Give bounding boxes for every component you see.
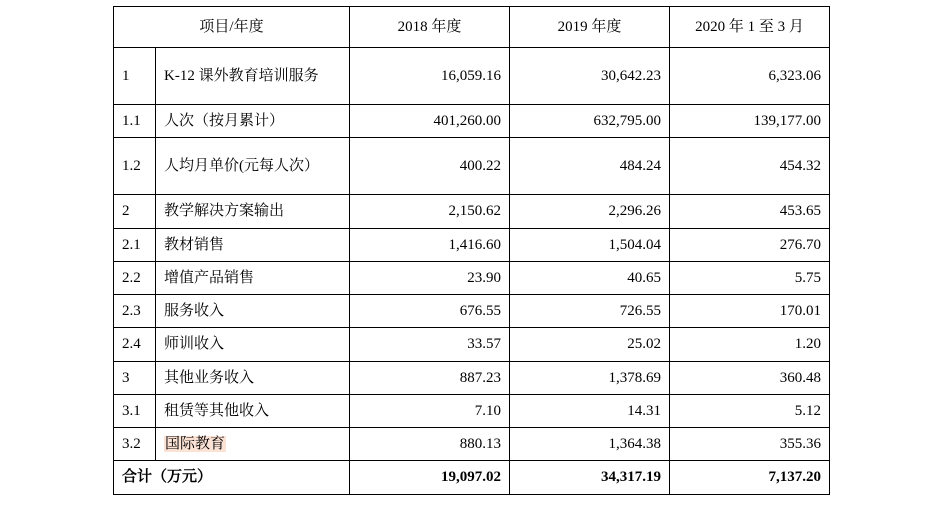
row-item-cell: K-12 课外教育培训服务 xyxy=(156,48,350,105)
row-value-cell-2: 1,378.69 xyxy=(510,361,670,394)
row-value-cell-3: 360.48 xyxy=(670,361,830,394)
row-item-cell: 租赁等其他收入 xyxy=(156,394,350,427)
column-header-year-2018: 2018 年度 xyxy=(350,7,510,48)
row-value-cell-3: 5.12 xyxy=(670,394,830,427)
row-index-cell: 1.2 xyxy=(114,138,156,195)
row-item-cell: 教材销售 xyxy=(156,228,350,261)
highlighted-item-text: 国际教育 xyxy=(165,436,226,452)
row-value-cell-2: 726.55 xyxy=(510,295,670,328)
table-row xyxy=(114,48,830,105)
revenue-breakdown-table xyxy=(113,6,830,495)
row-index-cell: 2.4 xyxy=(114,328,156,361)
revenue-breakdown-table-wrapper xyxy=(113,6,829,495)
table-row xyxy=(114,195,830,228)
row-item-cell: 人均月单价(元每人次） xyxy=(156,138,350,195)
row-value-cell-1: 400.22 xyxy=(350,138,510,195)
table-row xyxy=(114,138,830,195)
table-row xyxy=(114,394,830,427)
row-index-cell: 2 xyxy=(114,195,156,228)
row-index-cell: 1 xyxy=(114,48,156,105)
row-value-cell-3: 6,323.06 xyxy=(670,48,830,105)
row-value-cell-3: 1.20 xyxy=(670,328,830,361)
table-row xyxy=(114,428,830,461)
row-value-cell-3: 170.01 xyxy=(670,295,830,328)
row-value-cell-3: 454.32 xyxy=(670,138,830,195)
row-value-cell-2: 1,504.04 xyxy=(510,228,670,261)
row-value-cell-1: 16,059.16 xyxy=(350,48,510,105)
table-body xyxy=(114,48,830,495)
table-total-row xyxy=(114,461,830,494)
row-item-cell: 其他业务收入 xyxy=(156,361,350,394)
row-item-cell: 服务收入 xyxy=(156,295,350,328)
row-value-cell-2: 25.02 xyxy=(510,328,670,361)
row-value-cell-2: 40.65 xyxy=(510,261,670,294)
row-value-cell-2: 30,642.23 xyxy=(510,48,670,105)
total-value-cell-2: 34,317.19 xyxy=(510,461,670,494)
row-value-cell-2: 1,364.38 xyxy=(510,428,670,461)
row-item-cell: 人次（按月累计） xyxy=(156,105,350,138)
row-index-cell: 2.3 xyxy=(114,295,156,328)
table-row xyxy=(114,228,830,261)
total-value-cell-1: 19,097.02 xyxy=(350,461,510,494)
row-value-cell-3: 139,177.00 xyxy=(670,105,830,138)
row-item-cell: 教学解决方案输出 xyxy=(156,195,350,228)
column-header-year-2019: 2019 年度 xyxy=(510,7,670,48)
row-value-cell-1: 401,260.00 xyxy=(350,105,510,138)
row-value-cell-2: 14.31 xyxy=(510,394,670,427)
row-value-cell-1: 676.55 xyxy=(350,295,510,328)
table-row xyxy=(114,295,830,328)
row-value-cell-1: 7.10 xyxy=(350,394,510,427)
table-row xyxy=(114,361,830,394)
row-value-cell-1: 33.57 xyxy=(350,328,510,361)
row-item-cell xyxy=(156,428,350,461)
row-value-cell-2: 632,795.00 xyxy=(510,105,670,138)
row-value-cell-1: 1,416.60 xyxy=(350,228,510,261)
row-value-cell-1: 23.90 xyxy=(350,261,510,294)
row-index-cell: 2.1 xyxy=(114,228,156,261)
row-item-cell: 师训收入 xyxy=(156,328,350,361)
row-index-cell: 3.2 xyxy=(114,428,156,461)
row-index-cell: 2.2 xyxy=(114,261,156,294)
row-value-cell-2: 484.24 xyxy=(510,138,670,195)
row-value-cell-1: 880.13 xyxy=(350,428,510,461)
total-value-cell-3: 7,137.20 xyxy=(670,461,830,494)
column-header-item: 项目/年度 xyxy=(114,7,350,48)
row-value-cell-2: 2,296.26 xyxy=(510,195,670,228)
table-row xyxy=(114,105,830,138)
row-value-cell-3: 276.70 xyxy=(670,228,830,261)
table-header xyxy=(114,7,830,48)
table-header-row xyxy=(114,7,830,48)
row-value-cell-1: 2,150.62 xyxy=(350,195,510,228)
row-index-cell: 3 xyxy=(114,361,156,394)
row-index-cell: 3.1 xyxy=(114,394,156,427)
row-value-cell-3: 5.75 xyxy=(670,261,830,294)
row-value-cell-1: 887.23 xyxy=(350,361,510,394)
table-row xyxy=(114,261,830,294)
row-value-cell-3: 453.65 xyxy=(670,195,830,228)
total-label-cell: 合计（万元） xyxy=(114,461,350,494)
table-row xyxy=(114,328,830,361)
row-value-cell-3: 355.36 xyxy=(670,428,830,461)
row-item-cell: 增值产品销售 xyxy=(156,261,350,294)
column-header-period-2020q1: 2020 年 1 至 3 月 xyxy=(670,7,830,48)
row-index-cell: 1.1 xyxy=(114,105,156,138)
